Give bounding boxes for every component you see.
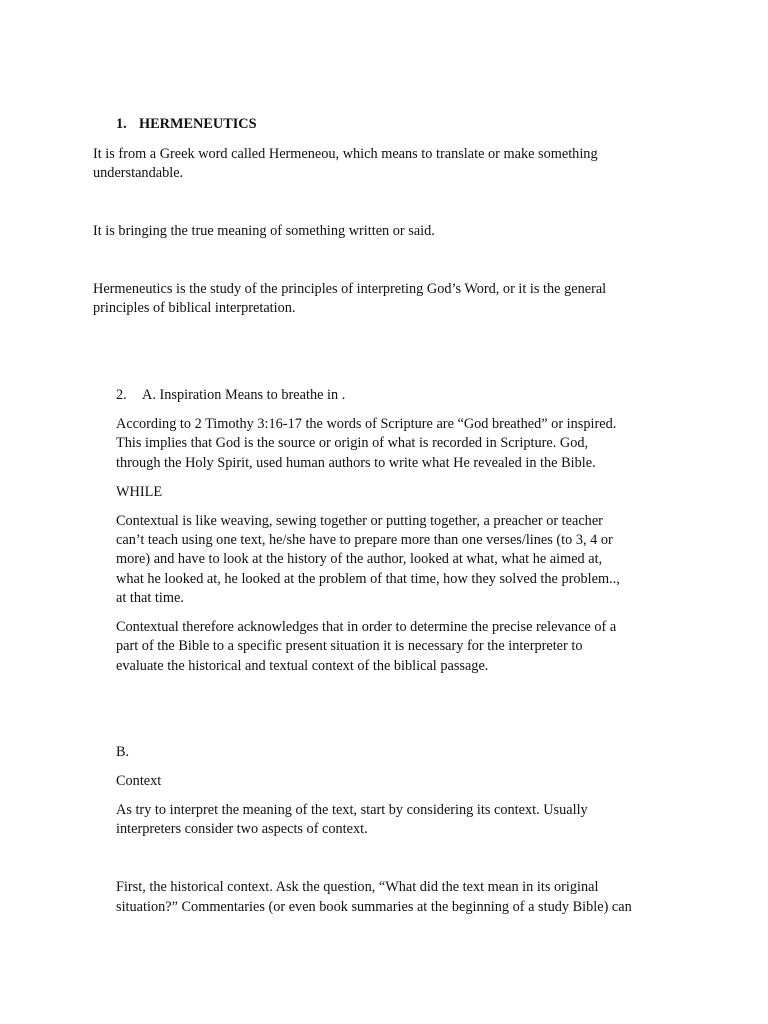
section-1-para-1-line-2: understandable.	[93, 165, 184, 181]
section-2-para-3-line-1: Contextual therefore acknowledges that in order to determine the precise relevance of a	[116, 619, 617, 635]
section-b-heading: Context	[116, 773, 162, 789]
section-1-para-1-line-1: It is from a Greek word called Hermeneou, which means to translate or make something	[93, 146, 598, 162]
section-2-para-3-line-2: part of the Bible to a specific present situation it is necessary for the interpreter to	[116, 638, 583, 654]
section-2-number: 2.	[116, 387, 127, 403]
section-2-para-1-line-3: through the Holy Spirit, used human authors to write what He revealed in the Bible.	[116, 455, 596, 471]
section-2-para-1-line-2: This implies that God is the source or origin of what is recorded in Scripture. God,	[116, 435, 589, 451]
section-2-para-2-line-2: can’t teach using one text, he/she have to prepare more than one verses/lines (to 3, 4 or	[116, 532, 613, 548]
section-2-para-3-line-3: evaluate the historical and textual context of the biblical passage.	[116, 658, 489, 674]
section-1-para-2: It is bringing the true meaning of something written or said.	[93, 223, 435, 239]
section-b-para-2-line-1: First, the historical context. Ask the question, “What did the text mean in its original	[116, 879, 599, 895]
section-1-title: HERMENEUTICS	[139, 116, 257, 132]
section-b-para-1-line-1: As try to interpret the meaning of the text, start by considering its context. Usually	[116, 802, 588, 818]
section-2-heading: A. Inspiration Means to breathe in .	[142, 387, 346, 403]
section-2-para-2-line-1: Contextual is like weaving, sewing together or putting together, a preacher or teacher	[116, 513, 603, 529]
section-2-para-2-line-3: more) and have to look at the history of the author, looked at what, what he aimed at,	[116, 551, 603, 567]
section-2-para-1-line-1: According to 2 Timothy 3:16-17 the words of Scripture are “God breathed” or inspired.	[116, 416, 617, 432]
while-label: WHILE	[116, 484, 163, 500]
section-b-para-2-line-2: situation?” Commentaries (or even book summaries at the beginning of a study Bible) can	[116, 899, 632, 915]
section-1-para-3-line-1: Hermeneutics is the study of the principles of interpreting God’s Word, or it is the general	[93, 281, 607, 297]
section-b-para-1-line-2: interpreters consider two aspects of context.	[116, 821, 368, 837]
section-1-number: 1.	[116, 116, 127, 132]
section-2-para-2-line-4: what he looked at, he looked at the problem of that time, how they solved the problem..,	[116, 571, 620, 587]
section-2-para-2-line-5: at that time.	[116, 590, 184, 606]
section-1-para-3-line-2: principles of biblical interpretation.	[93, 300, 296, 316]
section-b-label: B.	[116, 744, 130, 760]
